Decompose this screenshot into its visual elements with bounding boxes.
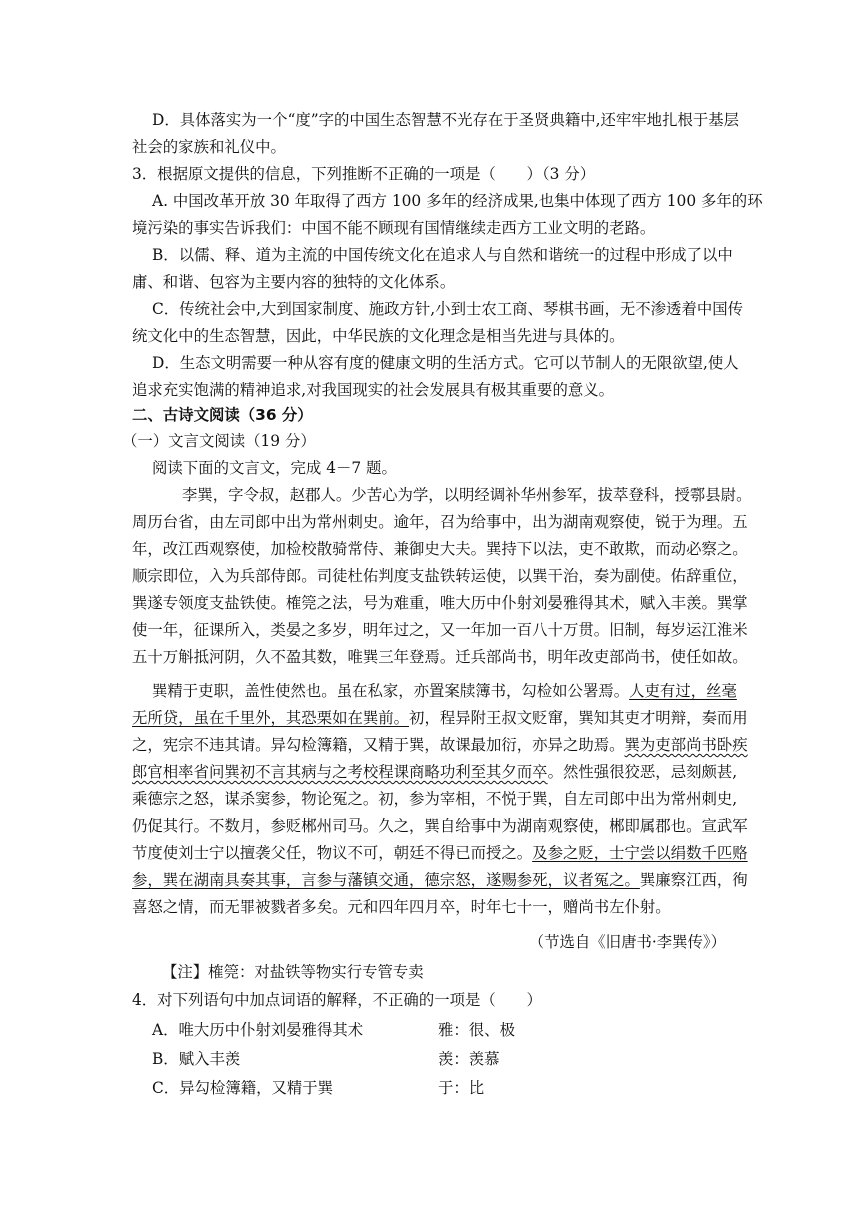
section-2-subtitle: （一）文言文阅读（19 分） (122, 432, 316, 450)
q3-option-a-line2: 境污染的事实告诉我们：中国不能不顾现有国情继续走西方工业文明的老路。 (132, 219, 656, 237)
passage-p1-line3: 年，改江西观察使，加检校散骑常侍、兼御史大夫。巽持下以法，吏不敢欺，而动必察之。 (132, 540, 748, 558)
passage-p2-line7 (0, 842, 860, 864)
section-2-title: 二、古诗文阅读（36 分） (132, 406, 313, 424)
q4-option-c-gloss: 于：比 (438, 1079, 485, 1097)
passage-p1-line6: 使一年，征课所入，类晏之多岁，明年过之，又一年加一百八十万贯。旧制，每岁运江淮米 (132, 621, 748, 639)
q3-option-d-line1: D．生态文明需要一种从容有度的健康文明的生活方式。它可以节制人的无限欲望,使人 (152, 354, 739, 372)
q4-option-b-gloss: 羡：羡慕 (438, 1050, 500, 1068)
q3-option-b-line2: 庸、和谐、包容为主要内容的独特的文化体系。 (132, 273, 456, 291)
passage-p1-line4: 顺宗即位，入为兵部侍郎。司徒杜佑判度支盐铁转运使，以巽干治，奏为副使。佑辞重位， (132, 567, 748, 585)
q3-stem: 3．根据原文提供的信息，下列推断不正确的一项是（ ）（3 分） (132, 165, 596, 183)
passage-p1-line1: 李巽，字令叔，赵郡人。少苦心为学，以明经调补华州参军，拔萃登科，授鄠县尉。 (182, 486, 752, 504)
passage-p2-line9: 喜怒之情，而无罪被戮者多矣。元和四年四月卒，时年七十一，赠尚书左仆射。 (132, 898, 671, 916)
q2-option-d-line2: 社会的家族和礼仪中。 (132, 138, 286, 156)
q3-option-c-line2: 统文化中的生态智慧，因此，中华民族的文化理念是相当先进与具体的。 (132, 327, 625, 345)
q3-option-d-line2: 追求充实饱满的精神追求,对我国现实的社会发展具有极其重要的意义。 (132, 381, 615, 399)
wavy-underlined-sentence: 巽为吏部尚书卧疾 (624, 736, 748, 754)
passage-p2-line4 (0, 761, 860, 783)
reading-instruction: 阅读下面的文言文，完成 4－7 题。 (152, 459, 397, 477)
passage-source: （节选自《旧唐书·李巽传》） (528, 933, 726, 951)
q3-option-c-line1: C．传统社会中,大到国家制度、施政方针,小到士农工商、琴棋书画，无不渗透着中国传 (152, 300, 744, 318)
passage-p2-line8 (0, 869, 860, 891)
q4-stem: 4．对下列语句中加点词语的解释，不正确的一项是（ ） (132, 991, 542, 1009)
q3-option-a-line1: A. 中国改革开放 30 年取得了西方 100 多年的经济成果,也集中体现了西方 100 多年的环 (152, 192, 763, 210)
q3-option-b-line1: B．以儒、释、道为主流的中国传统文化在追求人与自然和谐统一的过程中形成了以中 (152, 246, 733, 264)
passage-p1-line7: 五十万斛抵河阴，久不盈其数，唯巽三年登焉。迁兵部尚书，明年改吏部尚书，使任如故。 (132, 648, 748, 666)
q2-option-d-line1: D．具体落实为一个“度”字的中国生态智慧不光存在于圣贤典籍中,还牢牢地扎根于基层 (152, 111, 740, 129)
underlined-sentence: 人吏有过，丝毫 (629, 682, 737, 700)
passage-p2-line3 (0, 734, 860, 756)
passage-p2-line6: 仍促其行。不数月，参贬郴州司马。久之，巽自给事中为湖南观察使，郴即属郡也。宣武军 (132, 817, 748, 835)
underlined-sentence: 参，巽在湖南具奏其事，言参与藩镇交通，德宗怒，遂赐参死，议者冤之。 (132, 871, 640, 889)
passage-p1-line2: 周历台省，由左司郎中出为常州刺史。逾年，召为给事中，出为湖南观察使，锐于为理。五 (132, 513, 748, 531)
annotation-note: 【注】榷筦：对盐铁等物实行专管专卖 (162, 963, 424, 981)
passage-text: 。然性强很狡恶，忌刻颇甚, (547, 763, 738, 781)
passage-text: 初，程异附王叔文贬窜，巽知其吏才明辩，奏而用 (409, 709, 748, 727)
passage-p2-line5: 乘德宗之怒，谋杀窦参，物论冤之。初，参为宰相，不悦于巽，自左司郎中出为常州刺史, (132, 790, 738, 808)
passage-text: 节度使刘士宁以擅袭父任，物议不可，朝廷不得已而授之。 (132, 844, 533, 862)
passage-text: 之，宪宗不违其请。异勾检簿籍，又精于巽，故课最加衍，亦异之助焉。 (132, 736, 625, 754)
q4-option-b-text: B．赋入丰羡 (152, 1050, 241, 1068)
q4-option-a-text: A．唯大历中仆射刘晏雅得其术 (152, 1021, 364, 1039)
wavy-underlined-sentence: 郎官相率省问巽初不言其病与之考校程课商略功利至其夕而卒 (132, 763, 548, 781)
passage-text: 巽廉察江西，徇 (639, 871, 748, 889)
underlined-sentence: 无所贷，虽在千里外，其恐栗如在巽前。 (132, 709, 410, 727)
passage-p2-line1 (0, 680, 860, 702)
underlined-sentence: 及参之贬，士宁尝以绢数千匹赂 (532, 844, 748, 862)
passage-text: 巽精于吏职，盖性使然也。虽在私家，亦置案牍簿书，勾检如公署焉。 (152, 682, 630, 700)
q4-option-a-gloss: 雅：很、极 (438, 1021, 515, 1039)
passage-p2-line2 (0, 707, 860, 729)
q4-option-c-text: C．异勾检簿籍，又精于巽 (152, 1079, 334, 1097)
passage-p1-line5: 巽遂专领度支盐铁使。榷筦之法，号为难重，唯大历中仆射刘晏雅得其术，赋入丰羡。巽掌 (132, 594, 748, 612)
